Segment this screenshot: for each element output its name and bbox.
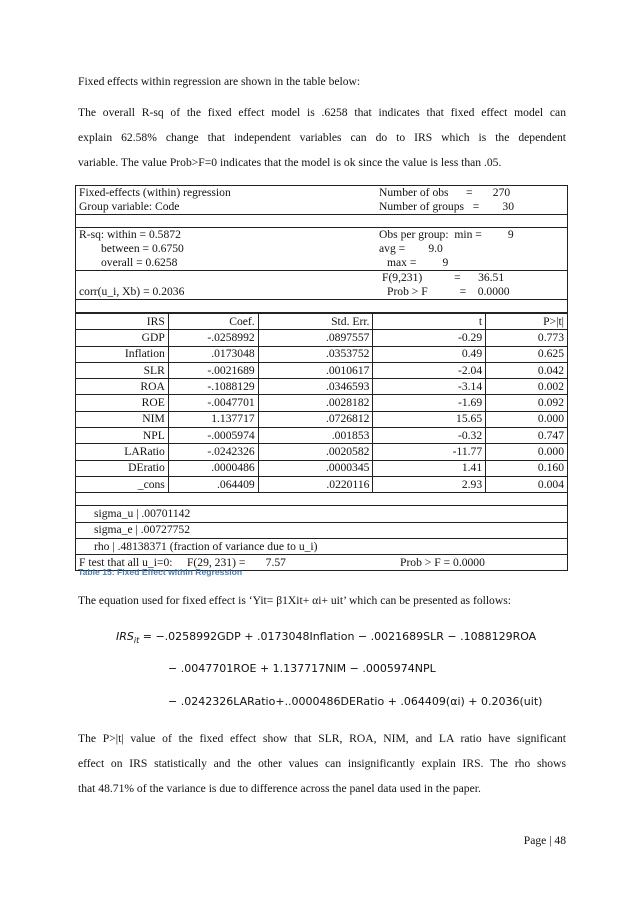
coef-cell: -11.77 <box>373 444 486 460</box>
rsq-between: between = 0.6750 <box>101 242 184 255</box>
coef-cell: .0346593 <box>258 379 373 395</box>
regression-output-table <box>75 185 568 571</box>
coef-cell: -.0021689 <box>168 362 258 378</box>
coef-row <box>76 362 568 378</box>
group-variable: Group variable: Code <box>79 200 180 213</box>
coef-cell: .0726812 <box>258 411 373 427</box>
para3-line2: effect on IRS statistically and the other values can insignificantly explain IRS. The rho shows <box>78 757 566 770</box>
model-title: Fixed-effects (within) regression <box>79 186 231 199</box>
equation-rhs-1: = −.0258992GDP + .0173048Inflation − .0021689SLR − .1088129ROA <box>139 630 537 643</box>
coef-header-cell: P>|t| <box>486 314 568 330</box>
coef-cell: DEratio <box>76 460 169 476</box>
sigma-u: sigma_u | .00701142 <box>76 506 568 522</box>
page-number: Page | 48 <box>523 834 566 847</box>
coef-cell: .001853 <box>258 428 373 444</box>
coef-cell: LARatio <box>76 444 169 460</box>
coef-cell: .0173048 <box>168 346 258 362</box>
coef-row <box>76 379 568 395</box>
coef-cell: .0000345 <box>258 460 373 476</box>
coef-cell: 0.092 <box>486 395 568 411</box>
rsq-row-2 <box>79 242 564 256</box>
equation-lhs: IRS <box>116 630 134 643</box>
coef-cell: 2.93 <box>373 476 486 492</box>
coef-cell: .0010617 <box>258 362 373 378</box>
coef-header-row <box>76 314 568 330</box>
obs-max: max = 9 <box>387 256 449 269</box>
coef-cell: -.0258992 <box>168 330 258 346</box>
coef-cell: -1.69 <box>373 395 486 411</box>
coef-cell: 0.002 <box>486 379 568 395</box>
coef-cell: NPL <box>76 428 169 444</box>
f-stat: F(9,231) = 36.51 <box>382 271 505 284</box>
coef-header-cell: Std. Err. <box>258 314 373 330</box>
model-footer <box>75 493 568 571</box>
coef-cell: ROA <box>76 379 169 395</box>
coef-cell: 0.773 <box>486 330 568 346</box>
para3-line3: that 48.71% of the variance is due to difference across the panel data used in the paper. <box>78 782 481 795</box>
coef-row <box>76 460 568 476</box>
coef-cell: -0.32 <box>373 428 486 444</box>
f-test-right: Prob > F = 0.0000 <box>400 555 485 569</box>
rsq-row-3 <box>79 256 564 270</box>
table-caption: Table 15: Fixed Effect within Regression <box>78 567 243 577</box>
rsq-within: R-sq: within = 0.5872 <box>79 228 181 241</box>
coef-row <box>76 411 568 427</box>
coef-cell: 0.747 <box>486 428 568 444</box>
corr-ui-xb: corr(u_i, Xb) = 0.2036 <box>79 285 185 298</box>
para1-line3: variable. The value Prob>F=0 indicates that the model is ok since the value is less than .05. <box>78 156 502 169</box>
coef-cell: .0020582 <box>258 444 373 460</box>
coef-row <box>76 395 568 411</box>
coef-cell: 1.137717 <box>168 411 258 427</box>
num-groups: Number of groups = 30 <box>379 200 515 213</box>
rsq-row-1 <box>79 228 564 242</box>
rho: rho | .48138371 (fraction of variance due to u_i) <box>76 538 568 554</box>
coef-cell: .0000486 <box>168 460 258 476</box>
header-row-1 <box>79 186 564 200</box>
coef-cell: -.0047701 <box>168 395 258 411</box>
prob-f: Prob > F = 0.0000 <box>387 285 510 298</box>
coef-cell: GDP <box>76 330 169 346</box>
coef-cell: 1.41 <box>373 460 486 476</box>
coef-cell: .0897557 <box>258 330 373 346</box>
coef-cell: _cons <box>76 476 169 492</box>
paragraph-2: The equation used for fixed effect is ‘Yit= β1Xit+ αi+ uit’ which can be presented as follows: <box>78 594 511 607</box>
coef-cell: 0.000 <box>486 411 568 427</box>
model-summary <box>75 185 568 313</box>
coef-header-cell: t <box>373 314 486 330</box>
coef-row <box>76 428 568 444</box>
coef-cell: 0.625 <box>486 346 568 362</box>
coef-cell: -.1088129 <box>168 379 258 395</box>
coef-cell: NIM <box>76 411 169 427</box>
coef-cell: -.0242326 <box>168 444 258 460</box>
coef-row <box>76 476 568 492</box>
f-test-left: F test that all u_i=0: F(29, 231) = 7.57 <box>79 555 286 569</box>
para1-line1: The overall R-sq of the fixed effect model is .6258 that indicates that fixed effect model can <box>78 106 566 119</box>
coef-row <box>76 330 568 346</box>
para1-line2: explain 62.58% change that independent variables can do to IRS which is the dependent <box>78 131 566 144</box>
coef-cell: 15.65 <box>373 411 486 427</box>
f-row-1 <box>79 271 564 285</box>
coef-cell: 0.160 <box>486 460 568 476</box>
coef-cell: ROE <box>76 395 169 411</box>
coef-cell: .064409 <box>168 476 258 492</box>
coef-cell: SLR <box>76 362 169 378</box>
coef-cell: 0.49 <box>373 346 486 362</box>
coef-row <box>76 444 568 460</box>
coef-row <box>76 346 568 362</box>
coef-cell: 0.004 <box>486 476 568 492</box>
header-row-2 <box>79 200 564 214</box>
coef-cell: .0028182 <box>258 395 373 411</box>
coef-cell: .0220116 <box>258 476 373 492</box>
coef-header-cell: Coef. <box>168 314 258 330</box>
obs-avg: avg = 9.0 <box>379 242 443 255</box>
obs-min: Obs per group: min = 9 <box>379 228 514 241</box>
coef-cell: 0.000 <box>486 444 568 460</box>
coef-cell: -0.29 <box>373 330 486 346</box>
coefficient-table <box>75 313 568 493</box>
rsq-overall: overall = 0.6258 <box>101 256 178 269</box>
equation-line-3: − .0242326LARatio+..0000486DERatio + .064409(αi) + 0.2036(uit) <box>168 695 543 708</box>
coef-cell: -2.04 <box>373 362 486 378</box>
coef-cell: 0.042 <box>486 362 568 378</box>
sigma-e: sigma_e | .00727752 <box>76 522 568 538</box>
num-obs: Number of obs = 270 <box>379 186 511 199</box>
coef-header-cell: IRS <box>76 314 169 330</box>
coef-cell: -.0005974 <box>168 428 258 444</box>
coef-cell: -3.14 <box>373 379 486 395</box>
equation-lhs-subscript: it <box>133 636 140 646</box>
coef-cell: Inflation <box>76 346 169 362</box>
equation-line-1 <box>116 630 536 645</box>
f-row-2 <box>79 285 564 299</box>
coef-cell: .0353752 <box>258 346 373 362</box>
intro-text: Fixed effects within regression are shown in the table below: <box>78 75 361 88</box>
para3-line1: The P>|t| value of the fixed effect show that SLR, ROA, NIM, and LA ratio have significant <box>78 732 566 745</box>
equation-line-2: − .0047701ROE + 1.137717NIM − .0005974NPL <box>168 662 436 675</box>
